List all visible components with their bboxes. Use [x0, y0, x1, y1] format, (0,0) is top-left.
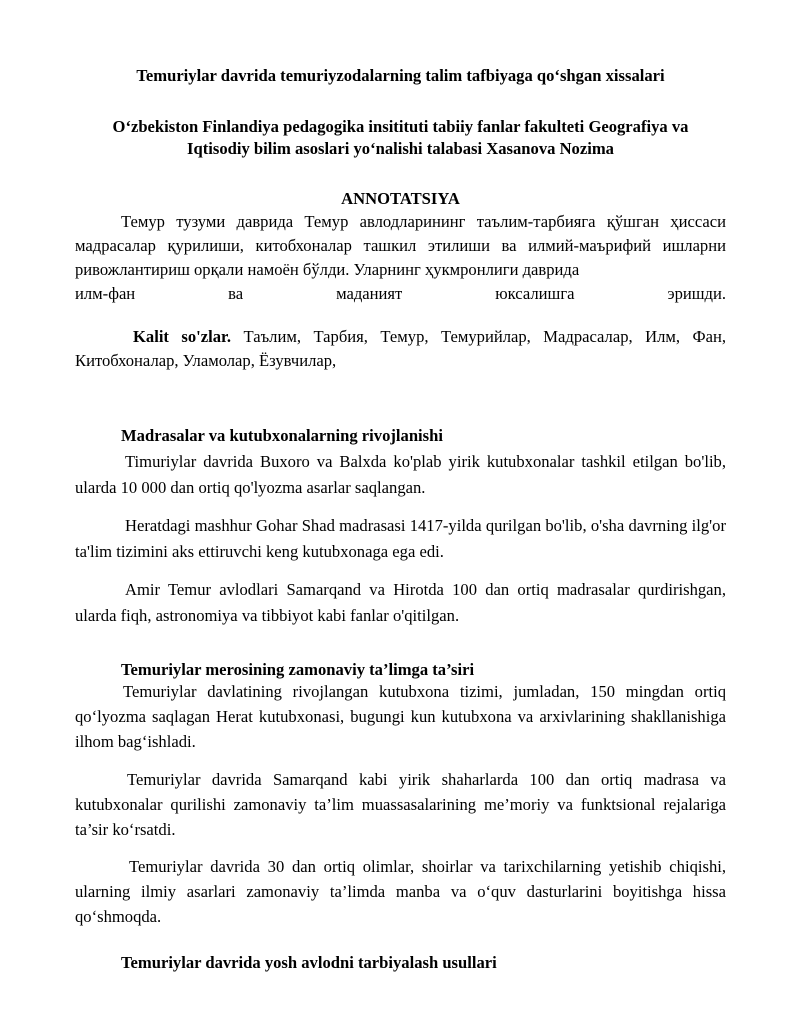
keywords-paragraph	[75, 325, 726, 373]
section-heading-legacy: Temuriylar merosining zamonaviy ta’limga ta’siri	[121, 660, 475, 679]
section-heading-libraries: Madrasalar va kutubxonalarning rivojlanishi	[121, 426, 443, 445]
author-line-1: O‘zbekiston Finlandiya pedagogika insitituti tabiiy fanlar fakulteti Geografiya va	[112, 117, 689, 136]
section-paragraph: Timuriylar davrida Buxoro va Balxda ko'plab yirik kutubxonalar tashkil etilgan bo'lib, ularda 10 000 dan ortiq qo'lyozma asarlar saqlangan.	[75, 452, 726, 497]
section-paragraph: Temuriylar davrida Samarqand kabi yirik shaharlarda 100 dan ortiq madrasa va kutubxonalar qurilishi zamonaviy ta’lim muassasalarining me’moriy va funktsional rejalariga ta’sir ko‘rsatdi.	[75, 770, 726, 839]
annotation-heading: ANNOTATSIYA	[341, 189, 460, 208]
section-heading-upbringing: Temuriylar davrida yosh avlodni tarbiyalash usullari	[121, 953, 497, 972]
section-paragraph: Temuriylar davrida 30 dan ortiq olimlar, shoirlar va tarixchilarning yetishib chiqishi, ularning ilmiy asarlari zamonaviy ta’limda manba va o‘quv dasturlarini boyitishga hissa qo‘shmoqda.	[75, 857, 726, 926]
annotation-text-last-line: илм-фан ва маданият юксалишга эришди.	[75, 284, 726, 303]
author-affiliation	[75, 116, 726, 160]
keywords-label: Kalit so'zlar.	[133, 327, 232, 346]
author-line-2: Iqtisodiy bilim asoslari yo‘nalishi talabasi Xasanova Nozima	[187, 139, 614, 158]
section-paragraph: Amir Temur avlodlari Samarqand va Hirotda 100 dan ortiq madrasalar qurdirishgan, ularda fiqh, astronomiya va tibbiyot kabi fanlar o'qitilgan.	[75, 580, 726, 625]
section-paragraph: Temuriylar davlatining rivojlangan kutubxona tizimi, jumladan, 150 mingdan ortiq qo‘lyozma saqlagan Herat kutubxonasi, bugungi kun kutubxona va arxivlarining shakllanishiga ilhom bag‘ishladi.	[75, 682, 726, 751]
document-title: Temuriylar davrida temuriyzodalarning talim tafbiyaga qo‘shgan xissalari	[136, 66, 665, 85]
annotation-body	[75, 210, 726, 306]
section-paragraph: Heratdagi mashhur Gohar Shad madrasasi 1417-yilda qurilgan bo'lib, o'sha davrning ilg'or ta'lim tizimini aks ettiruvchi keng kutubxonaga ega edi.	[75, 516, 726, 561]
annotation-text: Темур тузуми даврида Темур авлодларининг таълим-тарбияга қўшган ҳиссаси мадрасалар қурилиши, китобхоналар ташкил этилиши ва илмий-маърифий ишларни ривожлантириш орқали намоён бўлди. Уларнинг ҳукмронлиги даврида	[75, 212, 726, 279]
keywords-text: Таълим, Тарбия, Темур, Темурийлар, Мадрасалар, Илм, Фан, Китобхоналар, Уламолар, Ёзувчилар,	[75, 327, 726, 370]
